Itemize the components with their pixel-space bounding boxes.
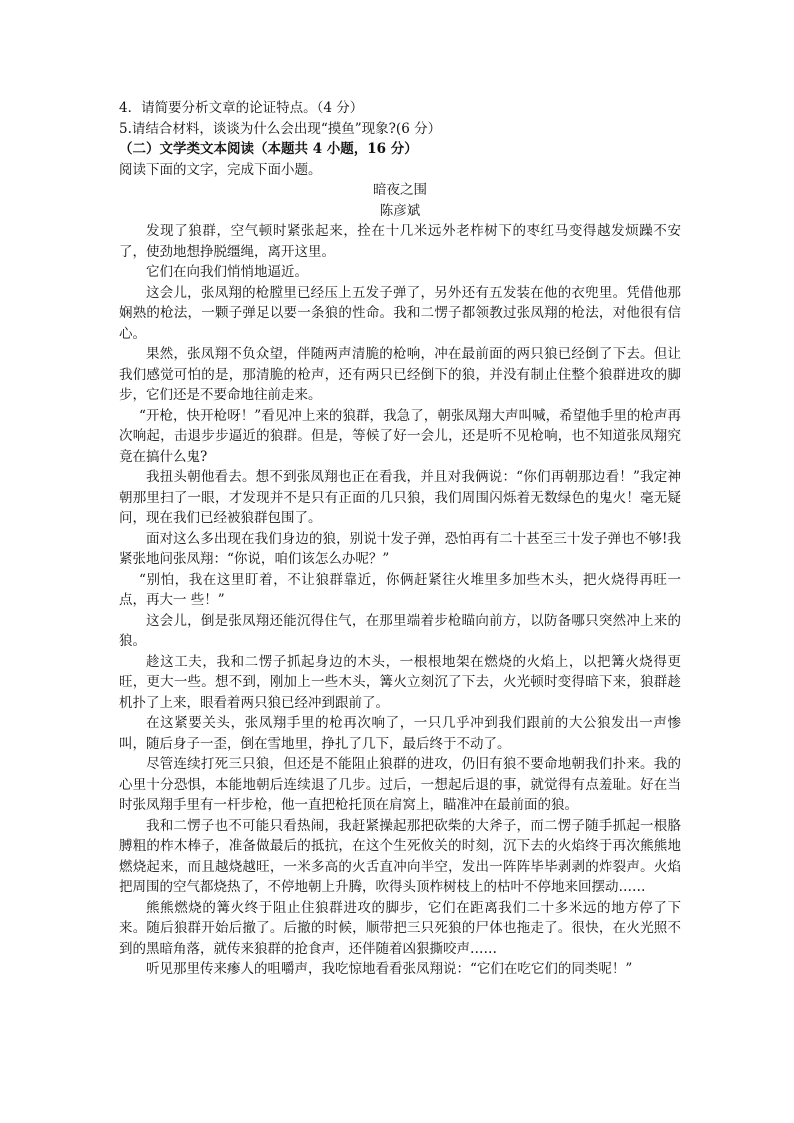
section-instruction: 阅读下面的文字，完成下面小题。 bbox=[119, 161, 322, 178]
article-paragraph: 面对这么多出现在我们身边的狼，别说十发子弹，恐怕再有二十甚至三十发子弹也不够!我紧张地问张凤翔：“你说，咱们该怎么办呢？” bbox=[119, 530, 681, 567]
article-paragraph: 这会儿，倒是张凤翔还能沉得住气，在那里端着步枪瞄向前方，以防备哪只突然冲上来的狼。 bbox=[119, 612, 681, 649]
article-author: 陈彦斌 bbox=[379, 202, 421, 219]
article-paragraph: 尽管连续打死三只狼，但还是不能阻止狼群的进攻，仍旧有狼不要命地朝我们扑来。我的心里十分恐惧，本能地朝后连续退了几步。过后，一想起后退的事，就觉得有点羞耻。好在当时张凤翔手里有一杆步枪，他一直把枪托顶在肩窝上，瞄准冲在最前面的狼。 bbox=[119, 756, 681, 813]
article-paragraph: 它们在向我们悄悄地逼近。 bbox=[146, 264, 308, 280]
article-paragraph: 听见那里传来瘆人的咀嚼声，我吃惊地看看张凤翔说：“它们在吃它们的同类呢！” bbox=[146, 961, 633, 977]
section-heading: （二）文学类文本阅读（本题共 4 小题，16 分） bbox=[119, 141, 418, 157]
article-paragraph: 我和二愣子也不可能只看热闹，我赶紧操起那把砍柴的大斧子，而二愣子随手抓起一根胳膊粗的柞木棒子，准备做最后的抵抗，在这个生死攸关的时刻，沉下去的火焰终于再次熊熊地燃烧起来，而且越烧越旺，一米多高的火舌直冲向半空，发出一阵阵毕毕剥剥的炸裂声。火焰把周围的空气都烧热了，不停地朝上升腾，吹得头顶柞树枝上的枯叶不停地来回摆动…… bbox=[119, 817, 681, 895]
article-paragraph: 这会儿，张凤翔的枪膛里已经压上五发子弹了，另外还有五发装在他的衣兜里。凭借他那娴熟的枪法，一颗子弹足以要一条狼的性命。我和二愣子都领教过张凤翔的枪法，对他很有信心。 bbox=[119, 284, 681, 342]
article-paragraph: 果然，张凤翔不负众望，伴随两声清脆的枪响，冲在最前面的两只狼已经倒了下去。但让我们感觉可怕的是，那清脆的枪声，还有两只已经倒下的狼，并没有制止住整个狼群进攻的脚步，它们还是不要命地往前走来。 bbox=[119, 346, 681, 403]
article-paragraph: “别怕，我在这里盯着，不让狼群靠近，你俩赶紧往火堆里多加些木头，把火烧得再旺一点，再大一 些！” bbox=[119, 571, 681, 608]
article-paragraph: 发现了狼群，空气顿时紧张起来，拴在十几米远外老柞树下的枣红马变得越发烦躁不安了，使劲地想挣脱缰绳，离开这里。 bbox=[119, 223, 681, 260]
question-4: 4．请简要分析文章的论证特点。（4 分） bbox=[119, 100, 364, 116]
document-page bbox=[119, 98, 681, 980]
article-paragraph: 在这紧要关头，张凤翔手里的枪再次响了，一只几乎冲到我们跟前的大公狼发出一声惨叫，随后身子一歪，倒在雪地里，挣扎了几下，最后终于不动了。 bbox=[119, 715, 681, 752]
article-paragraph: 熊熊燃烧的篝火终于阻止住狼群进攻的脚步，它们在距离我们二十多米远的地方停了下来。随后狼群开始后撤了。后撤的时候，顺带把三只死狼的尸体也拖走了。很快，在火光照不到的黑暗角落，就传来狼群的抢食声，还伴随着凶狠撕咬声…… bbox=[119, 899, 681, 957]
article-paragraph: 我扭头朝他看去。想不到张凤翔也正在看我，并且对我俩说：“你们再朝那边看！”我定神朝那里扫了一眼，才发现并不是只有正面的几只狼，我们周围闪烁着无数绿色的鬼火！毫无疑问，现在我们已经被狼群包围了。 bbox=[119, 469, 681, 526]
article-paragraph: 趁这工夫，我和二愣子抓起身边的木头，一根根地架在燃烧的火焰上，以把篝火烧得更旺，更大一些。想不到，刚加上一些木头，篝火立刻沉了下去，火光顿时变得暗下来，狼群趁机扑了上来，眼看着两只狼已经冲到跟前了。 bbox=[119, 653, 681, 711]
article-paragraph: “开枪，快开枪呀！”看见冲上来的狼群，我急了，朝张凤翔大声叫喊，希望他手里的枪声再次响起，击退步步逼近的狼群。但是，等候了好一会儿，还是听不见枪响，也不知道张凤翔究竟在搞什么鬼? bbox=[119, 407, 681, 465]
question-5: 5.请结合材料，谈谈为什么会出现“摸鱼”现象?(6 分） bbox=[119, 120, 442, 137]
article-title: 暗夜之围 bbox=[373, 182, 427, 198]
